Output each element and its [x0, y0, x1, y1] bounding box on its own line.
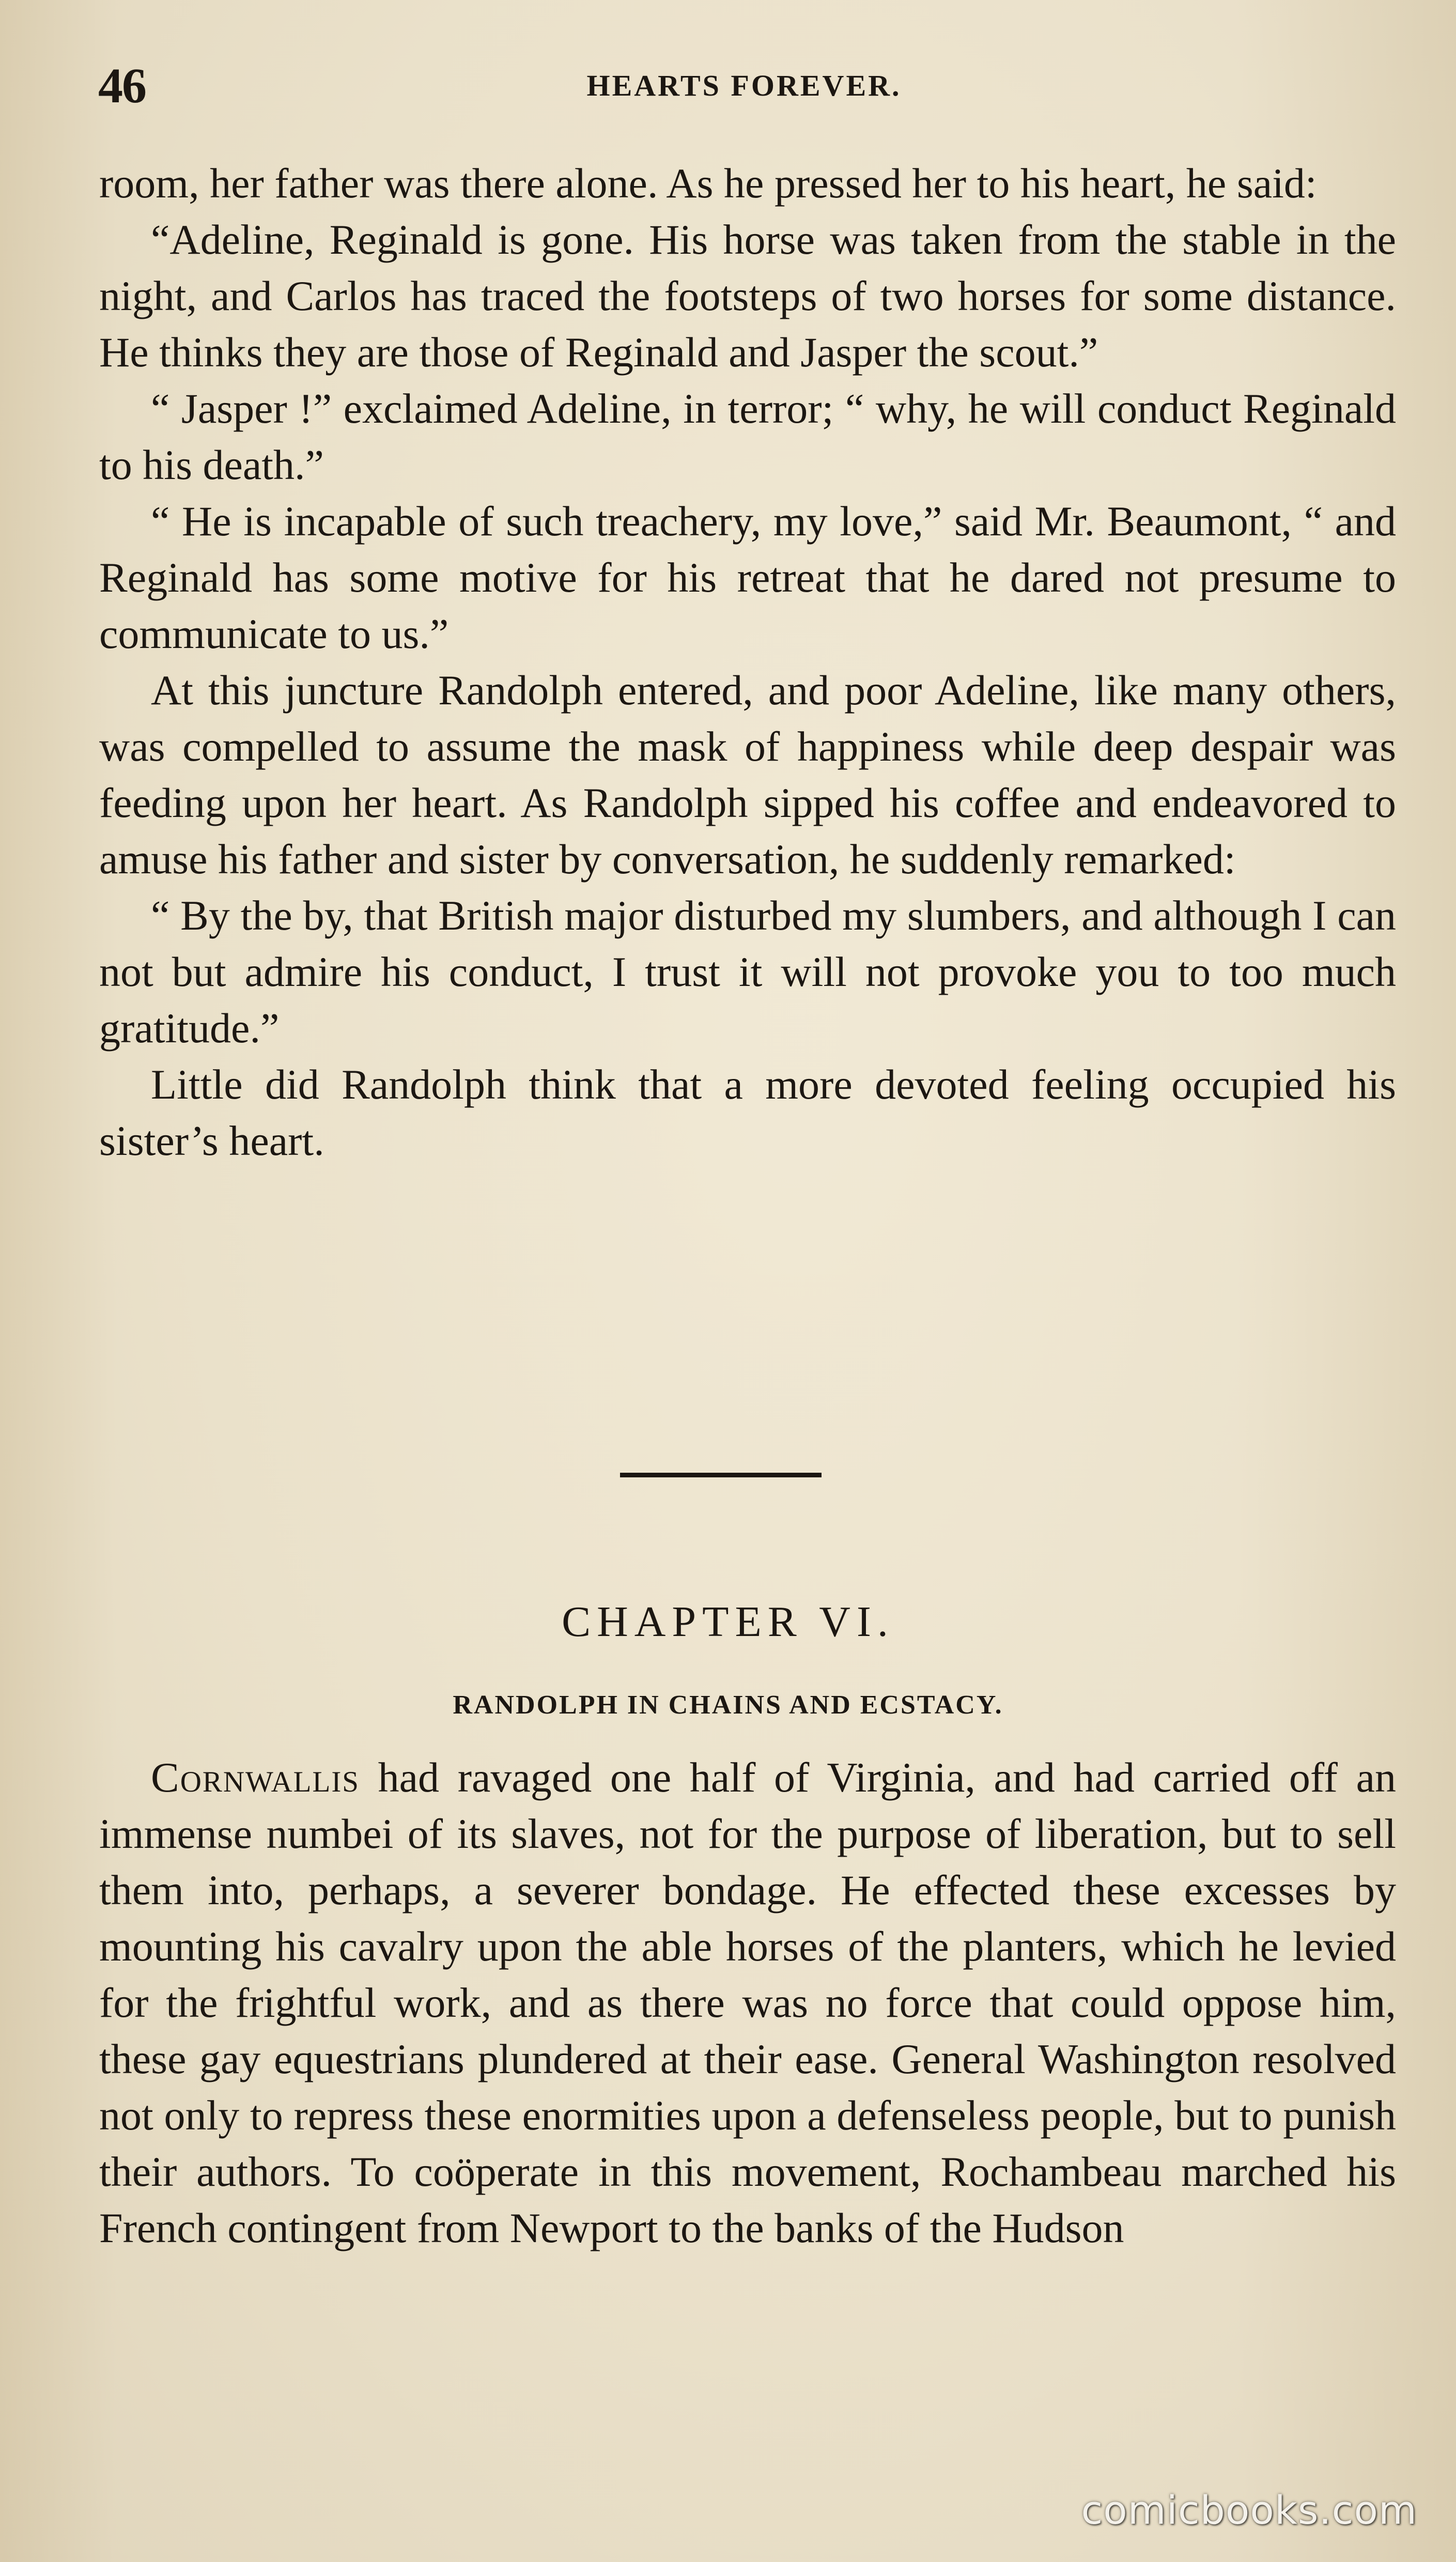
paragraph: room, her father was there alone. As he pressed her to his heart, he said: — [99, 160, 1317, 207]
text-block-chapter — [99, 1749, 1396, 2256]
paragraph: At this juncture Randolph entered, and poor Adeline, like many others, was compelled to assume the mask of happiness while deep despair was feeding upon her heart. As Randolph sipped his coffee and endeavored to amuse his father and sister by conversation, he suddenly remarked: — [99, 667, 1396, 883]
page-number: 46 — [98, 58, 146, 113]
chapter-subtitle: RANDOLPH IN CHAINS AND ECSTACY. — [453, 1690, 1003, 1720]
paragraph-text: had ravaged one half of Virginia, and had carried off an immense numbei of its slaves, not for the purpose of liberation, but to sell them into, perhaps, a severer bondage. He effected these excesses by mounting his cavalry upon the able horses of the planters, which he levied for the frightful work, and as there was no force that could oppose him, these gay equestrians plundered at their ease. General Washington resolved not only to repress these enormities upon a defenseless people, but to punish their authors. To coöperate in this movement, Rochambeau marched his French contingent from Newport to the banks of the Hudson — [99, 1754, 1396, 2251]
page-header — [98, 57, 1390, 113]
lead-word: Cornwallis — [151, 1754, 360, 1801]
paragraph: “ Jasper !” exclaimed Adeline, in terror; “ why, he will conduct Reginald to his death.” — [99, 385, 1396, 488]
watermark: comicbooks.com — [1081, 2487, 1417, 2533]
text-block-top — [99, 155, 1396, 1169]
paragraph: “Adeline, Reginald is gone. His horse was taken from the stable in the night, and Carlos has traced the footsteps of two horses for some distance. He thinks they are those of Reginald and Jasper the scout.” — [99, 216, 1396, 376]
paragraph: “ He is incapable of such treachery, my love,” said Mr. Beaumont, “ and Reginald has some motive for his retreat that he dared not presume to communicate to us.” — [99, 498, 1396, 657]
paragraph: “ By the by, that British major disturbed my slumbers, and although I can not but admire his conduct, I trust it will not provoke you to too much gratitude.” — [99, 892, 1396, 1052]
chapter-opening-paragraph — [99, 1749, 1396, 2256]
paragraph: Little did Randolph think that a more devoted feeling occupied his sister’s heart. — [99, 1061, 1396, 1164]
chapter-title: CHAPTER VI. — [562, 1598, 894, 1646]
running-title: HEARTS FOREVER. — [586, 69, 902, 102]
section-divider — [620, 1473, 822, 1477]
